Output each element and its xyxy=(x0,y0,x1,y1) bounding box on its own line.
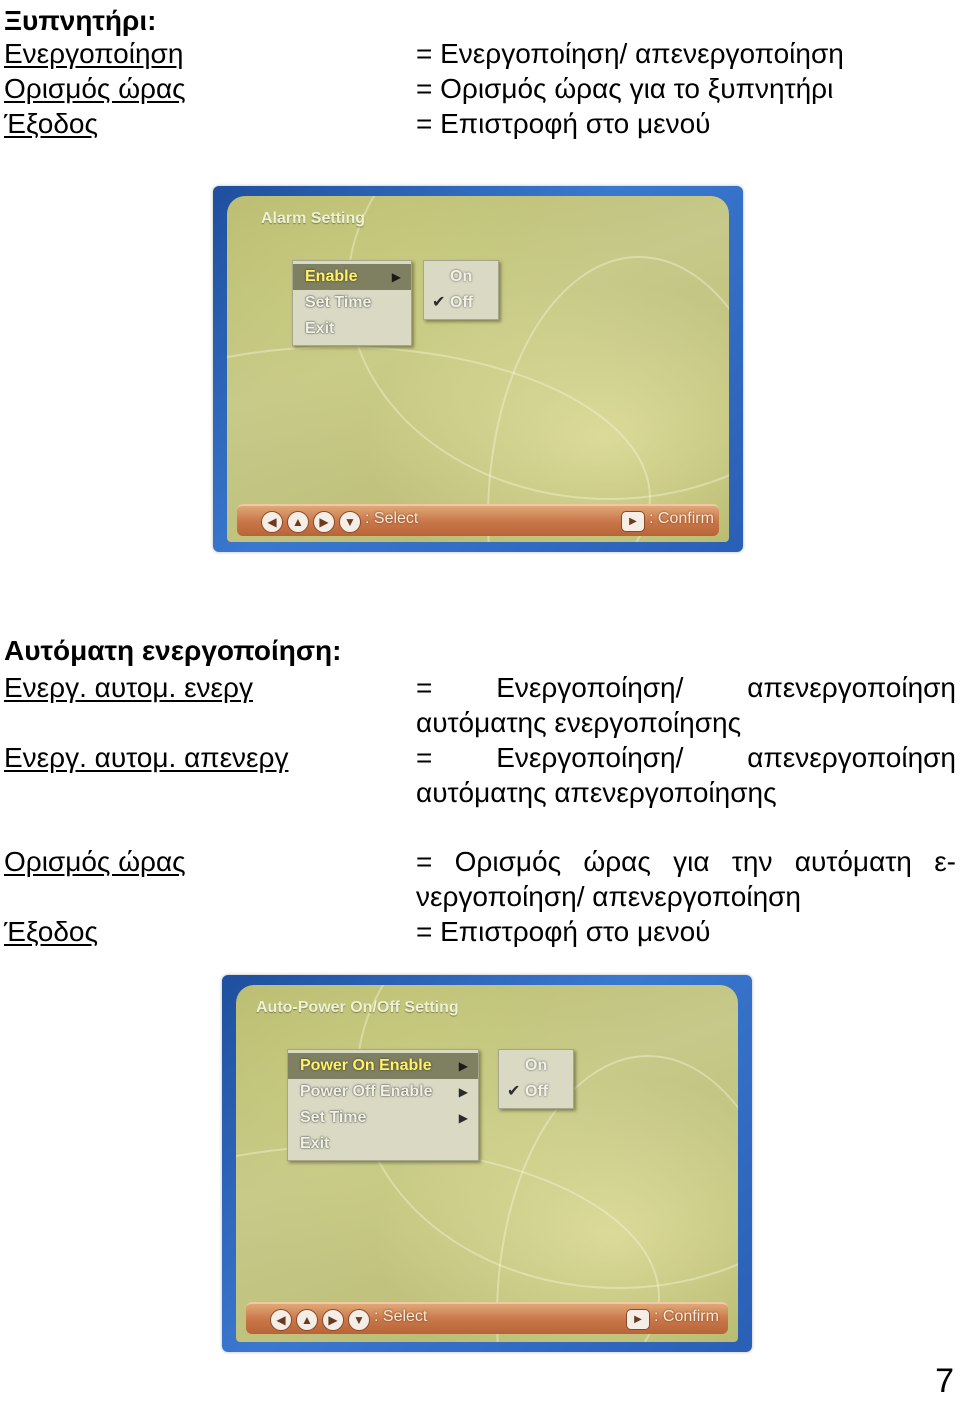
alarm-screen-panel xyxy=(227,196,729,542)
submenu-item-on-label: On xyxy=(525,1057,548,1074)
auto-desc-power-off: = Ενεργοποίηση/ απενεργοποίηση αυτόματης απενεργοποίησης xyxy=(416,742,956,808)
submenu-item-off-label: Off xyxy=(450,294,474,311)
down-arrow-icon: ▼ xyxy=(339,511,361,533)
menu-item-exit[interactable] xyxy=(288,1131,478,1157)
submenu-item-on-label: On xyxy=(450,268,473,285)
nav-keys xyxy=(261,511,361,533)
auto-term-exit: Έξοδος xyxy=(4,916,98,947)
auto-term-power-off: Ενεργ. αυτομ. απενεργ xyxy=(4,742,289,773)
alarm-desc-exit: = Επιστροφή στο μενού xyxy=(416,108,711,139)
menu-item-enable[interactable] xyxy=(293,264,411,290)
auto-submenu xyxy=(498,1049,574,1109)
right-arrow-icon: ▶ xyxy=(313,511,335,533)
auto-screen-title: Auto-Power On/Off Setting xyxy=(256,999,459,1016)
auto-screen-panel xyxy=(236,985,738,1342)
right-arrow-icon: ▶ xyxy=(322,1309,344,1331)
nav-keys xyxy=(270,1309,370,1331)
chevron-right-icon: ▶ xyxy=(458,1111,468,1125)
up-arrow-icon: ▲ xyxy=(287,511,309,533)
select-hint: : Select xyxy=(374,1308,428,1325)
auto-desc-exit: = Επιστροφή στο μενού xyxy=(416,916,711,947)
menu-item-set-time-label: Set Time xyxy=(300,1109,367,1126)
menu-item-set-time[interactable] xyxy=(293,290,411,316)
check-icon: ✔ xyxy=(432,294,446,311)
menu-item-set-time-label: Set Time xyxy=(305,294,372,311)
submenu-item-on[interactable] xyxy=(424,264,498,290)
check-icon: ✔ xyxy=(507,1083,521,1100)
menu-item-enable-label: Enable xyxy=(305,268,358,285)
alarm-screen-title: Alarm Setting xyxy=(261,210,366,227)
left-arrow-icon: ◀ xyxy=(270,1309,292,1331)
alarm-submenu xyxy=(423,260,499,320)
alarm-term-set-time: Ορισμός ώρας xyxy=(4,73,186,104)
alarm-heading: Ξυπνητήρι: xyxy=(4,5,157,36)
select-hint: : Select xyxy=(365,510,419,527)
auto-desc-set-time: = Ορισμός ώρας για την αυτόματη ε-νεργοποίηση/ απενεργοποίηση xyxy=(416,846,956,912)
submenu-item-off-label: Off xyxy=(525,1083,549,1100)
auto-power-heading: Αυτόματη ενεργοποίηση: xyxy=(4,635,342,666)
menu-item-power-on-label: Power On Enable xyxy=(300,1057,432,1074)
menu-item-set-time[interactable] xyxy=(288,1105,478,1131)
auto-power-screenshot xyxy=(222,975,752,1352)
chevron-right-icon: ▶ xyxy=(391,270,401,284)
auto-desc-power-on: = Ενεργοποίηση/ απενεργοποίηση αυτόματης ενεργοποίησης xyxy=(416,672,956,738)
submenu-item-off[interactable] xyxy=(424,290,498,316)
submenu-item-off[interactable] xyxy=(499,1079,573,1105)
left-arrow-icon: ◀ xyxy=(261,511,283,533)
menu-item-power-on-enable[interactable] xyxy=(288,1053,478,1079)
alarm-desc-enable: = Ενεργοποίηση/ απενεργοποίηση xyxy=(416,38,844,69)
chevron-right-icon: ▶ xyxy=(458,1059,468,1073)
up-arrow-icon: ▲ xyxy=(296,1309,318,1331)
play-ok-icon: ▶ xyxy=(626,1309,650,1330)
alarm-term-enable: Ενεργοποίηση xyxy=(4,38,184,69)
auto-help-bar xyxy=(246,1302,728,1334)
page-number: 7 xyxy=(935,1362,954,1400)
play-ok-icon: ▶ xyxy=(621,511,645,532)
menu-item-power-off-enable[interactable] xyxy=(288,1079,478,1105)
menu-item-exit-label: Exit xyxy=(300,1135,330,1152)
menu-item-power-off-label: Power Off Enable xyxy=(300,1083,433,1100)
alarm-setting-screenshot xyxy=(213,186,743,552)
menu-item-exit-label: Exit xyxy=(305,320,335,337)
down-arrow-icon: ▼ xyxy=(348,1309,370,1331)
alarm-menu xyxy=(292,260,412,346)
alarm-term-exit: Έξοδος xyxy=(4,108,98,139)
alarm-desc-set-time: = Ορισμός ώρας για το ξυπνητήρι xyxy=(416,73,834,104)
confirm-hint: : Confirm xyxy=(649,510,714,527)
confirm-hint: : Confirm xyxy=(654,1308,719,1325)
auto-term-set-time: Ορισμός ώρας xyxy=(4,846,186,877)
auto-menu xyxy=(287,1049,479,1161)
chevron-right-icon: ▶ xyxy=(458,1085,468,1099)
menu-item-exit[interactable] xyxy=(293,316,411,342)
alarm-help-bar xyxy=(237,504,719,536)
submenu-item-on[interactable] xyxy=(499,1053,573,1079)
auto-term-power-on: Ενεργ. αυτομ. ενεργ xyxy=(4,672,253,703)
